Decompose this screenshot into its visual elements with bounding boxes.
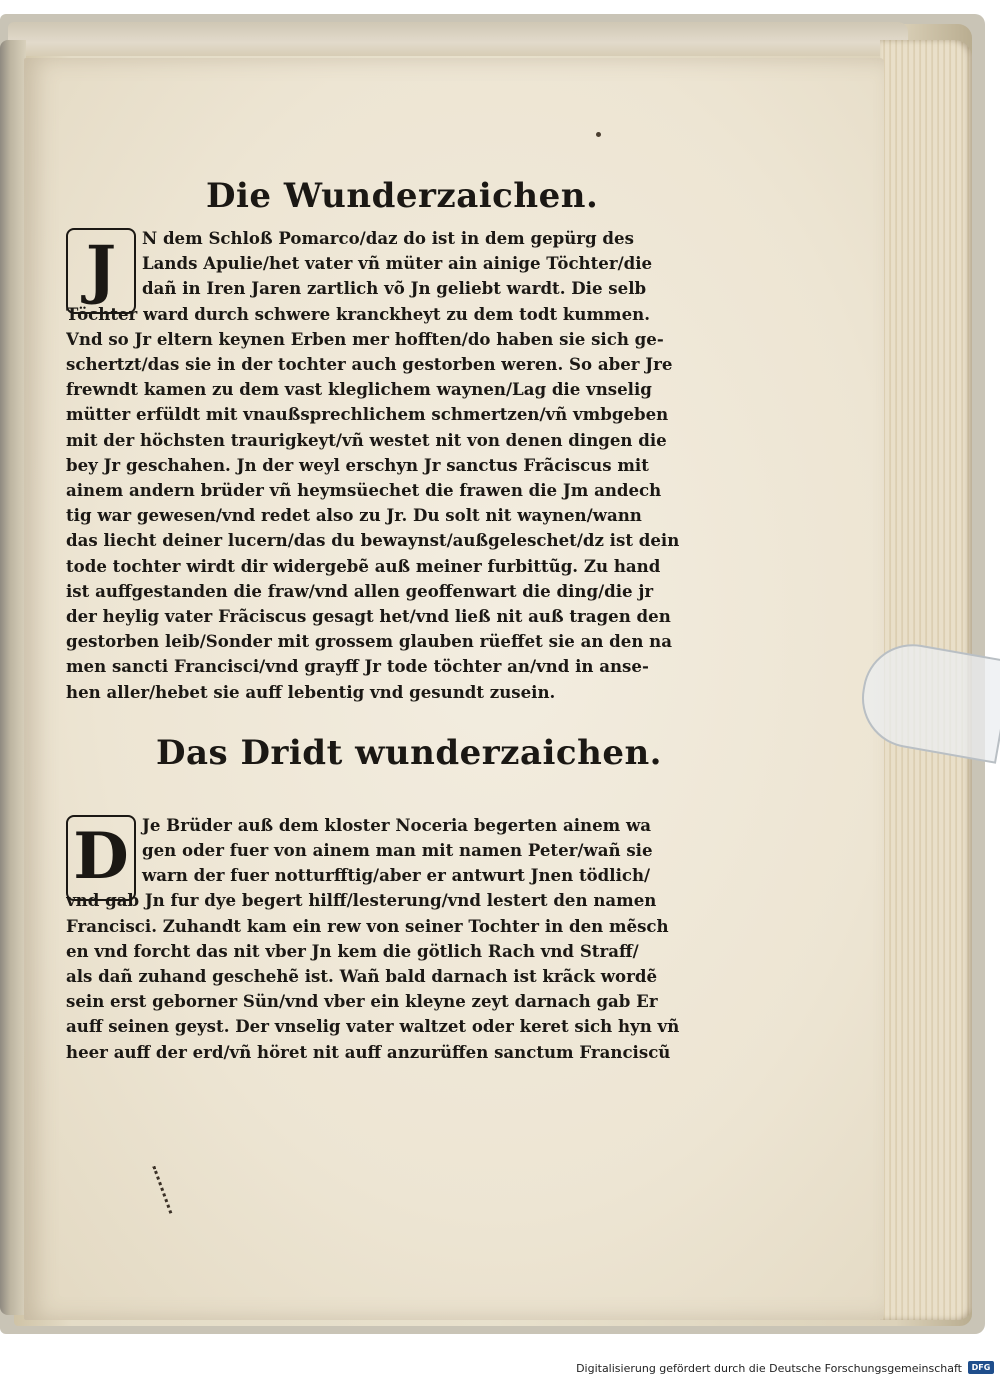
text-line: N dem Schloß Pomarco/daz do ist in dem gepürg des: [142, 228, 634, 248]
text-line: Francisci. Zuhandt kam ein rew von seiner Tochter in den mẽsch: [66, 915, 669, 936]
footer-credit-bar: [0, 1358, 1000, 1378]
text-line: vnd gab Jn fur dye begert hilff/lesterung/vnd lestert den namen: [66, 890, 657, 911]
drop-cap-initial: J: [66, 228, 136, 314]
ink-speck: [596, 132, 601, 137]
paragraph-2: [66, 813, 716, 1065]
text-line: tig war gewesen/vnd redet also zu Jr. Du solt nit waynen/wann: [66, 505, 642, 526]
text-line: mütter erfüldt mit vnaußsprechlichem schmertzen/vñ vmbgeben: [66, 404, 669, 425]
text-line: dañ in Iren Jaren zartlich võ Jn geliebt wardt. Die selb: [142, 278, 647, 299]
page-text: [66, 176, 716, 1065]
section-heading-1: Die Wunderzaichen.: [206, 176, 599, 216]
text-line: hen aller/hebet sie auff lebentig vnd gesundt zusein.: [66, 681, 556, 702]
text-line: warn der fuer notturfftig/aber er antwurt Jnen tödlich/: [142, 865, 651, 886]
text-line: tode tochter wirdt dir widergebẽ auß meiner furbittũg. Zu hand: [66, 555, 661, 576]
text-line: schertzt/das sie in der tochter auch gestorben weren. So aber Jre: [66, 354, 673, 375]
text-line: auff seinen geyst. Der vnselig vater waltzet oder keret sich hyn vñ: [66, 1016, 680, 1037]
text-line: mit der höchsten traurigkeyt/vñ westet nit von denen dingen die: [66, 429, 667, 450]
text-line: ist auffgestanden die fraw/vnd allen geoffenwart die ding/die jr: [66, 580, 654, 601]
text-line: heer auff der erd/vñ höret nit auff anzurüffen sanctum Franciscũ: [66, 1041, 671, 1062]
section-heading-2: Das Dridt wunderzaichen.: [156, 732, 663, 773]
text-line: men sancti Francisci/vnd grayff Jr tode töchter an/vnd in anse-: [66, 656, 649, 677]
text-line: gestorben leib/Sonder mit grossem glauben rüeffet sie an den na: [66, 631, 672, 652]
text-line: Töchter ward durch schwere kranckheyt zu dem todt kummen.: [66, 303, 650, 324]
text-line: frewndt kamen zu dem vast kleglichem waynen/Lag die vnselig: [66, 379, 652, 400]
text-line: bey Jr geschahen. Jn der weyl erschyn Jr sanctus Frãciscus mit: [66, 454, 649, 475]
text-line: Je Brüder auß dem kloster Noceria begerten ainem wa: [142, 814, 651, 835]
text-line: en vnd forcht das nit vber Jn kem die götlich Rach vnd Straff/: [66, 940, 639, 961]
book-spine-edge: [0, 40, 26, 1315]
dfg-logo-icon[interactable]: DFG: [968, 1361, 994, 1374]
text-line: sein erst geborner Sün/vnd vber ein kleyne zeyt darnach gab Er: [66, 991, 658, 1012]
text-line: als dañ zuhand geschehẽ ist. Wañ bald darnach ist krãck wordẽ: [66, 966, 658, 987]
text-line: Vnd so Jr eltern keynen Erben mer hofften/do haben sie sich ge-: [66, 328, 664, 349]
funding-credit-text: Digitalisierung gefördert durch die Deutsche Forschungsgemeinschaft: [576, 1362, 962, 1375]
text-line: ainem andern brüder vñ heymsüechet die frawen die Jm andech: [66, 480, 662, 501]
text-line: Lands Apulie/het vater vñ müter ain ainige Töchter/die: [142, 253, 653, 274]
paragraph-1: [66, 226, 716, 705]
text-line: der heylig vater Frãciscus gesagt het/vnd ließ nit auß tragen den: [66, 606, 671, 627]
drop-cap-initial: D: [66, 815, 136, 901]
text-line: gen oder fuer von ainem man mit namen Peter/wañ sie: [142, 840, 653, 861]
text-line: das liecht deiner lucern/das du bewaynst/außgeleschet/dz ist dein: [66, 530, 680, 551]
book-top-binding: [8, 22, 908, 56]
